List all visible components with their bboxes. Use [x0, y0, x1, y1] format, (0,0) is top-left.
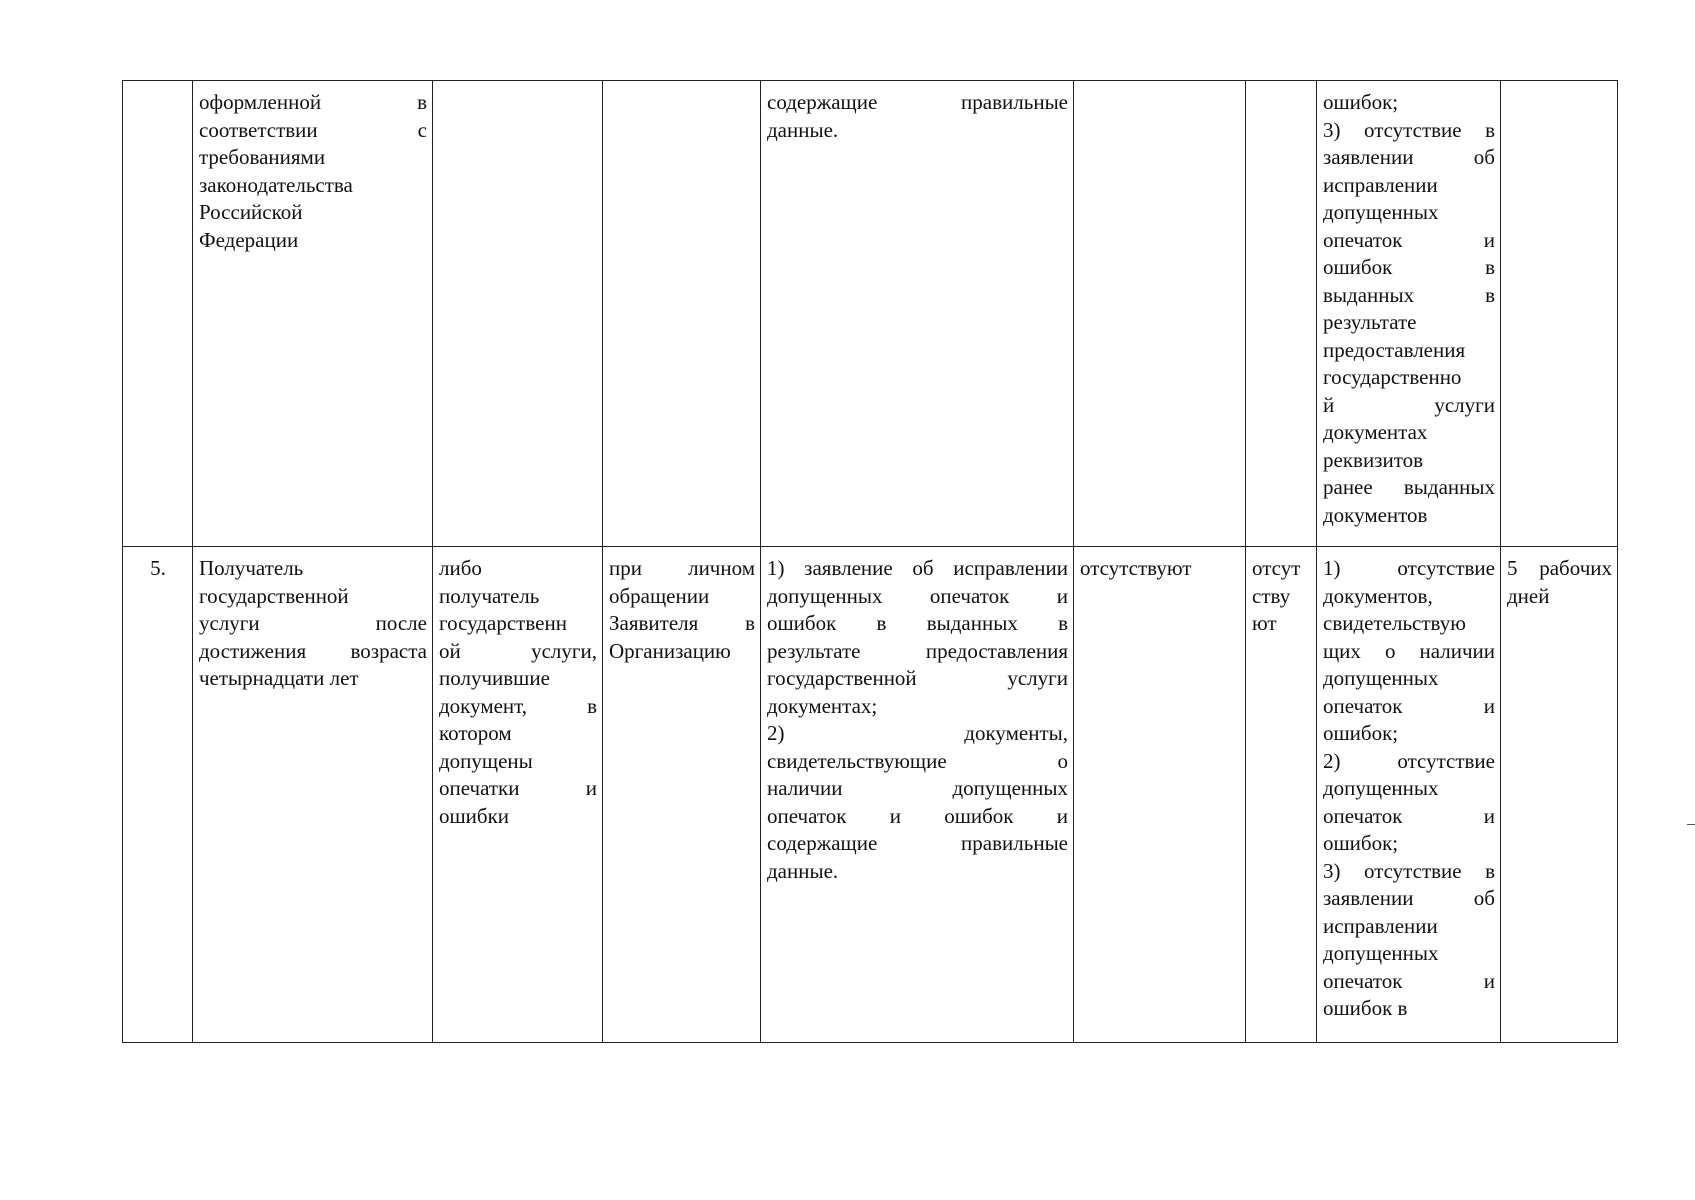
cell-text-line: допущены	[439, 748, 533, 773]
cell-text-line: либо	[439, 556, 482, 580]
cell-text-line: допущенных	[1323, 200, 1439, 224]
cell-text-line: 5 рабочих	[1507, 556, 1612, 580]
cell-text-line: отсутствуют	[1080, 556, 1192, 580]
cell-text-line: опечаток и	[1323, 803, 1495, 828]
cell-other-documents	[1074, 547, 1246, 1043]
cell-text-line: опечаток и	[1323, 968, 1495, 993]
cell-text-line: исправлении	[1323, 913, 1438, 938]
cell-representative	[433, 547, 603, 1043]
cell-term	[1501, 547, 1618, 1043]
cell-text-line: опечатки и	[439, 776, 597, 800]
table-row	[123, 547, 1618, 1043]
cell-text-line: документах	[1323, 420, 1428, 444]
cell-text-line: ошибок в выданных в	[767, 611, 1068, 635]
cell-text-line: опечаток и	[1323, 227, 1495, 252]
services-table	[122, 80, 1618, 1043]
cell-text-line: 1) отсутствие	[1323, 556, 1495, 580]
cell-number: 5.	[123, 547, 193, 1043]
cell-column-7	[1246, 547, 1317, 1043]
cell-text-line: заявлении об	[1323, 886, 1495, 910]
cell-text-line: 2) документы,	[767, 721, 1068, 745]
cell-text-line: допущенных опечаток и	[767, 583, 1068, 608]
cell-text-line: оформленной в	[199, 90, 427, 114]
cell-number	[123, 81, 193, 547]
cell-text-line: Организацию	[609, 638, 731, 663]
cell-text-line: результате	[1323, 310, 1417, 334]
cell-text-line: 3) отсутствие в	[1323, 117, 1495, 142]
cell-text-line: документах;	[767, 693, 878, 718]
cell-text-line: ой услуги,	[439, 638, 597, 663]
cell-submission-method	[603, 81, 761, 547]
cell-documents	[761, 547, 1074, 1043]
table-row	[123, 81, 1618, 547]
cell-column-7	[1246, 81, 1317, 547]
cell-applicant	[193, 547, 433, 1043]
cell-text-line: требованиями	[199, 145, 326, 169]
cell-text-line: государственной	[199, 583, 349, 608]
cell-text-line: ошибок;	[1323, 831, 1399, 855]
cell-documents	[761, 81, 1074, 547]
cell-text-line: щих о наличии	[1323, 638, 1495, 663]
cell-text-line: предоставления	[1323, 337, 1466, 362]
cell-representative	[433, 81, 603, 547]
cell-text-line: исправлении	[1323, 172, 1438, 197]
cell-text-line: выданных в	[1323, 282, 1495, 307]
cell-text-line: ошибок в	[1323, 255, 1495, 279]
cell-text-line: получившие	[439, 666, 550, 690]
cell-text-line: ранее выданных	[1323, 475, 1495, 499]
cell-text-line: ошибок;	[1323, 90, 1399, 114]
cell-text-line: свидетельствующие о	[767, 748, 1068, 773]
cell-text-line: документов	[1323, 502, 1428, 527]
cell-text-line: государственной услуги	[767, 666, 1068, 690]
cell-text-line: получатель	[439, 583, 540, 608]
cell-text-line: результате предоставления	[767, 638, 1068, 663]
cell-applicant	[193, 81, 433, 547]
cell-text-line: наличии допущенных	[767, 776, 1068, 800]
cell-text-line: Российской	[199, 200, 303, 224]
cell-text-line: ству	[1252, 583, 1291, 608]
cell-text-line: свидетельствую	[1323, 611, 1466, 635]
cell-text-line: Получатель	[199, 556, 304, 580]
cell-refusal-grounds	[1317, 81, 1501, 547]
cell-text-line: котором	[439, 721, 512, 745]
cell-text-line: й услуги	[1323, 392, 1495, 417]
scan-edge-mark	[1687, 824, 1695, 825]
cell-text-line: данные.	[767, 117, 839, 142]
cell-text-line: 3) отсутствие в	[1323, 858, 1495, 883]
cell-text-line: данные.	[767, 858, 839, 883]
cell-text-line: допущенных	[1323, 941, 1439, 965]
cell-text-line: ошибки	[439, 803, 510, 828]
cell-text-line: документов,	[1323, 583, 1433, 608]
cell-other-documents	[1074, 81, 1246, 547]
cell-text-line: допущенных	[1323, 776, 1439, 800]
cell-text-line: документ, в	[439, 693, 597, 718]
cell-text-line: допущенных	[1323, 666, 1439, 690]
cell-text-line: реквизитов	[1323, 447, 1424, 472]
cell-text-line: ошибок в	[1323, 996, 1408, 1020]
cell-submission-method	[603, 547, 761, 1043]
cell-text-line: заявлении об	[1323, 145, 1495, 169]
cell-text-line: ошибок;	[1323, 721, 1399, 745]
cell-text-line: 1) заявление об исправлении	[767, 556, 1068, 580]
cell-text-line: содержащие правильные	[767, 831, 1068, 855]
cell-text-line: отсут	[1252, 556, 1301, 580]
cell-text-line: четырнадцати лет	[199, 666, 359, 690]
cell-text-line: опечаток и ошибок и	[767, 803, 1068, 828]
cell-text-line: ют	[1252, 611, 1277, 635]
cell-refusal-grounds	[1317, 547, 1501, 1043]
cell-text-line: обращении	[609, 583, 710, 608]
cell-text-line: услуги после	[199, 611, 427, 635]
cell-text-line: Федерации	[199, 227, 299, 252]
cell-text-line: Заявителя в	[609, 611, 755, 635]
cell-text-line: достижения возраста	[199, 638, 427, 663]
cell-text-line: 2) отсутствие	[1323, 748, 1495, 773]
cell-term	[1501, 81, 1618, 547]
cell-text-line: законодательства	[199, 172, 353, 197]
cell-text-line: соответствии с	[199, 117, 427, 142]
cell-text-line: содержащие правильные	[767, 90, 1068, 114]
cell-text-line: опечаток и	[1323, 693, 1495, 718]
cell-text-line: государственно	[1323, 365, 1462, 389]
cell-text-line: государственн	[439, 611, 567, 635]
cell-text-line: при личном	[609, 556, 755, 580]
cell-text-line: дней	[1507, 583, 1550, 608]
